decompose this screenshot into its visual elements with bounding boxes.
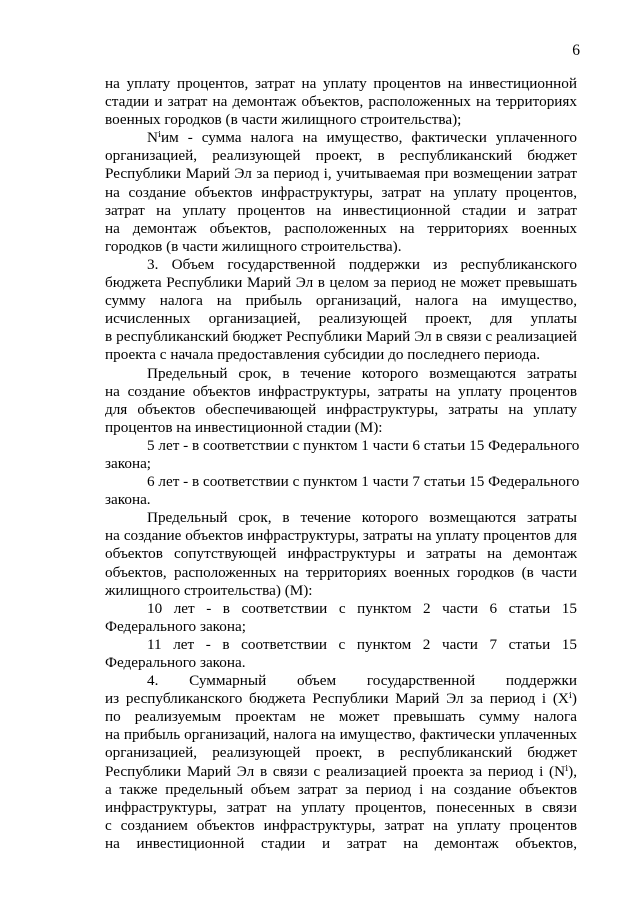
text-line: 3. Объем государственной поддержки из республиканского bbox=[147, 255, 577, 273]
text-line: процентов на инвестиционной стадии (M): bbox=[105, 418, 383, 436]
text-line: 4. Суммарный объем государственной поддержки bbox=[147, 672, 577, 690]
text-line: исчисленных организацией, реализующей проект, для уплаты bbox=[105, 310, 577, 328]
text-line: 11 лет - в соответствии с пунктом 2 части 7 статьи 15 bbox=[147, 635, 577, 653]
text-line: 6 лет - в соответствии с пунктом 1 части 7 статьи 15 Федерального bbox=[147, 473, 580, 491]
text-line: Предельный срок, в течение которого возмещаются затраты bbox=[147, 364, 577, 382]
text-line: 5 лет - в соответствии с пунктом 1 части 6 статьи 15 Федерального bbox=[147, 436, 580, 454]
text-line: стадии и затрат на демонтаж объектов, расположенных на территориях bbox=[105, 93, 577, 111]
text-line: в республиканский бюджет Республики Марий Эл в связи с реализацией bbox=[105, 328, 577, 346]
text-line: инфраструктуры, затрат на уплату процентов, понесенных в связи bbox=[105, 798, 577, 816]
text-line: на создание объектов инфраструктуры, затраты на уплату процентов bbox=[105, 382, 577, 400]
text-line: бюджета Республики Марий Эл в целом за период не может превышать bbox=[105, 274, 577, 292]
text-line: из республиканского бюджета Республики Марий Эл за период i (Xⁱ) bbox=[105, 690, 577, 708]
text-line: объектов, расположенных на территориях военных городков (в части bbox=[105, 563, 577, 581]
text-line: закона; bbox=[105, 454, 152, 472]
text-line: организацией, реализующей проект, в республиканский бюджет bbox=[105, 744, 577, 762]
text-line: а также предельный объем затрат за период i на создание объектов bbox=[105, 780, 577, 798]
text-line: проекта с начала предоставления субсидии до последнего периода. bbox=[105, 346, 541, 364]
text-line: на демонтаж объектов, расположенных на территориях военных bbox=[105, 219, 577, 237]
text-line: для объектов обеспечивающей инфраструктуры, затраты на уплату bbox=[105, 400, 577, 418]
text-line: Федерального закона; bbox=[105, 617, 246, 635]
text-line: Федерального закона. bbox=[105, 654, 246, 671]
text-line: городков (в части жилищного строительства). bbox=[105, 237, 402, 255]
text-line: на прибыль организаций, налога на имущество, фактически уплаченных bbox=[105, 726, 577, 744]
text-line: Nⁱим - сумма налога на имущество, фактически уплаченного bbox=[147, 129, 577, 147]
body-text bbox=[105, 75, 580, 853]
text-line: объектов сопутствующей инфраструктуры и затраты на демонтаж bbox=[105, 545, 577, 563]
text-line: 10 лет - в соответствии с пунктом 2 части 6 статьи 15 bbox=[147, 599, 577, 617]
text-line: жилищного строительства) (M): bbox=[105, 581, 313, 599]
text-line: военных городков (в части жилищного строительства); bbox=[105, 111, 462, 129]
text-line: организацией, реализующей проект, в республиканский бюджет bbox=[105, 147, 577, 165]
text-line: по реализуемым проектам не может превышать сумму налога bbox=[105, 708, 577, 726]
text-line: на создание объектов инфраструктуры, затраты на уплату процентов для bbox=[105, 527, 577, 545]
text-line: с созданием объектов инфраструктуры, затрат на уплату процентов bbox=[105, 816, 577, 834]
text-line: Республики Марий Эл за период i, учитываемая при возмещении затрат bbox=[105, 165, 577, 183]
text-line: на инвестиционной стадии и затрат на демонтаж объектов, bbox=[105, 834, 577, 852]
text-line: Республики Марий Эл в связи с реализацией проекта за период i (Nⁱ), bbox=[105, 762, 577, 780]
text-line: на уплату процентов, затрат на уплату процентов на инвестиционной bbox=[105, 75, 577, 92]
text-line: на создание объектов инфраструктуры, затрат на уплату процентов, bbox=[105, 183, 577, 201]
text-line: сумму налога на прибыль организаций, налога на имущество, bbox=[105, 292, 577, 310]
text-line: закона. bbox=[105, 491, 151, 509]
text-line: Предельный срок, в течение которого возмещаются затраты bbox=[147, 509, 577, 527]
text-line: затрат на уплату процентов на инвестиционной стадии и затрат bbox=[105, 201, 577, 219]
page-number: 6 bbox=[572, 42, 580, 59]
